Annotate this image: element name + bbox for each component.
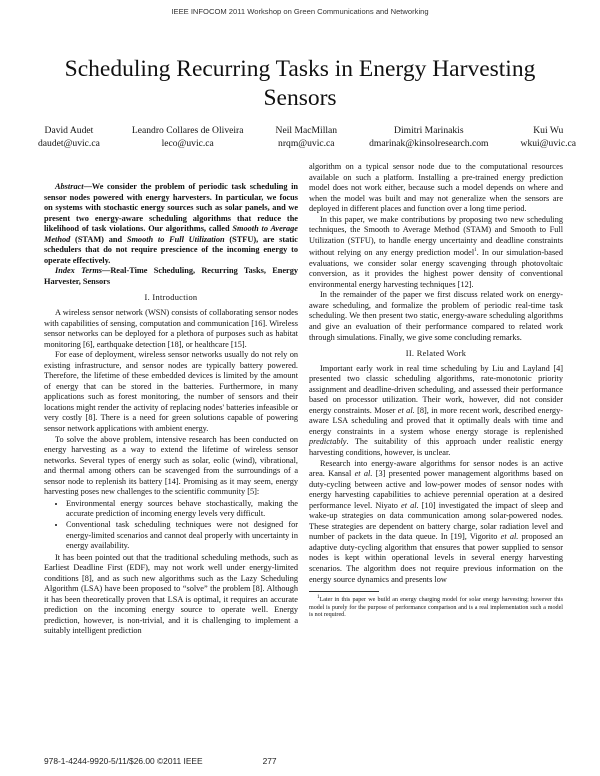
footnote-divider: [309, 591, 379, 592]
right-column: [309, 162, 563, 620]
section-heading: II. Related Work: [405, 349, 467, 359]
left-column: [44, 182, 298, 637]
algorithm-name: Smooth to Full Utilization: [126, 234, 225, 244]
author-name: Kui Wu: [533, 125, 564, 136]
paragraph-text: . In our simulation-based evaluations, we consider solar energy scavenging through photovoltaic conversion, as it provides the highest power density of conventional environmental energy harvesting techniques [12].: [309, 248, 563, 289]
paragraph: [309, 215, 563, 291]
paragraph-text: . The suitability of this approach under realistic energy harvesting conditions, however, is unclear.: [309, 437, 563, 457]
running-header: IEEE INFOCOM 2011 Workshop on Green Communications and Networking: [171, 7, 429, 16]
abstract-text: (STFU), are static schedulers that do not require prescience of the incoming energy to operate effectively.: [44, 234, 298, 265]
paragraph: It has been pointed out that the traditional scheduling methods, such as Earliest Deadline First (EDF), may not work well under energy-limited conditions [8], and as such new algorithms such as the Lazy Scheduling Algorithm (LSA) have been proposed to “solve” the problem [8]. Although it has been theoretically proven that LSA is optimal, it requires an accurate prediction on the incoming energy source to operate well. Energy prediction, however, is non-trivial, and it is challenging to implement a suitably intelligent prediction: [44, 552, 298, 636]
paragraph: algorithm on a typical sensor node due to the computational resources available on such a platform. Installing a pre-trained energy prediction model does not work either, because such a model depends on where and when the model was built and may not generalize when the sensors are deployed in different places and function over a long time period.: [309, 162, 563, 214]
abstract-text: —We consider the problem of periodic task scheduling in sensor nodes powered with energy harvesters. In particular, we focus on systems with stochastic energy sources such as solar panels, and we present two energy-aware scheduling algorithms that reduce the likelihood of task violations. Our algorithms, called: [44, 182, 298, 234]
author: [521, 124, 576, 150]
author-email: leco@uvic.ca: [161, 138, 214, 149]
list-item: • Environmental energy sources behave stochastically, making the accurate prediction of incoming energy levels very difficult.: [66, 499, 298, 520]
author: [276, 124, 338, 150]
index-terms-text: —Real-Time Scheduling, Recurring Tasks, Energy Harvester, Sensors: [44, 266, 299, 286]
paragraph-text: Important early work in real time scheduling by Liu and Layland [4] presented two classic scheduling algorithms, rate-monotonic priority assignment and deadline-driven scheduling, and assessed their performance based on processor utilization. Their work, however, did not consider energy constraints. Moser: [309, 363, 563, 415]
emphasis: et al.: [500, 532, 519, 542]
paragraph: To solve the above problem, intensive research has been conducted on energy harvesting as a way to extend the lifetime of wireless sensor networks. Several types of energy such as solar, eolic (wind), vibrational, and thermal among others can be scavenged from the surroundings of a sensor node to replenish its battery [14]. Promising as it may seem, energy harvesting poses new challenges to the scientific community [5]:: [44, 434, 298, 497]
paragraph-text: [10] investigated the impact of sleep and wake-up strategies on data communication among solar-powered nodes. These strategies are dependent on battery charge, solar radiation level and number of packets in the data queue. In [19], Vigorito: [309, 500, 564, 542]
emphasis: et al.: [354, 469, 373, 479]
challenge-list: [44, 499, 298, 552]
isbn-copyright: 978-1-4244-9920-5/11/$26.00 ©2011 IEEE: [44, 756, 203, 766]
author-name: Leandro Collares de Oliveira: [131, 125, 244, 136]
author-name: David Audet: [44, 125, 94, 136]
algorithm-name: Smooth to Average Method: [44, 224, 298, 244]
author-email: dmarinak@kinsolresearch.com: [369, 138, 489, 149]
abstract: [44, 182, 298, 266]
author: [38, 124, 100, 150]
paragraph: [309, 364, 563, 459]
paragraph: A wireless sensor network (WSN) consists of collaborating sensor nodes with capabilities of sensing, computation and communication [16]. Wireless sensor networks can be deployed for a plethora of purposes such as habitat monitoring [6], earthquake detection [18], or healthcare [15].: [44, 308, 298, 349]
paragraph-text: proposed an adaptive duty-cycling algorithm that ensures that power supplied to sensor nodes is kept within operational levels in several energy harvesting scenarios. The algorithm does not require previous information on the energy source dynamics and presents low: [309, 532, 563, 584]
paragraph: For ease of deployment, wireless sensor networks usually do not rely on existing infrastructure, and sensor nodes are typically battery powered. Therefore, the lifetime of these embedded devices is limited by the amount of energy that can be stored in the batteries. Furthermore, in many applications such as forest monitoring, the number of sensors and their locations might render the activity of replacing nodes' batteries infeasible or very costly [8]. There is a need for green solutions capable of powering sensor network applications with ambient energy.: [44, 350, 298, 434]
emphasis: et al.: [397, 405, 415, 415]
abstract-label: Abstract: [55, 182, 84, 191]
author-email: wkui@uvic.ca: [520, 138, 576, 149]
paragraph-text: [3] presented power management algorithms based on duty-cycling between active and low-power modes of sensor nodes with energy harvesting capabilities to achieve perennial operation at a desired performance level. Niyato: [309, 469, 563, 510]
section-heading: I. Introduction: [144, 293, 198, 303]
emphasis: et al.: [401, 500, 419, 510]
author-name: Neil MacMillan: [275, 125, 338, 136]
paragraph-text: [8], in more recent work, described energy-aware LSA scheduling and proved that it optimally deals with time and energy constraints in a system whose energy storage is replenished: [309, 405, 563, 436]
page-number: 277: [262, 756, 277, 766]
paragraph-text: Research into energy-aware algorithms for sensor nodes is an active area. Kansal: [309, 458, 563, 479]
author-email: nrqm@uvic.ca: [278, 138, 335, 149]
paragraph-text: In this paper, we make contributions by proposing two new scheduling techniques, the Smooth to Average Method (STAM) and Smooth to Full Utilization (STFU), to handle energy uncertainty and deadline constraints without relying on any energy prediction model: [309, 214, 563, 258]
paper-title: Scheduling Recurring Tasks in Energy Harvesting Sensors: [64, 56, 536, 111]
author-name: Dimitri Marinakis: [394, 125, 464, 136]
abstract-text: (STAM) and: [70, 234, 127, 244]
footnote: [309, 594, 563, 620]
author-list: [38, 124, 576, 150]
author: [132, 124, 244, 150]
footnote-mark: 1: [317, 595, 320, 601]
emphasis: predictably: [309, 437, 347, 447]
author-email: daudet@uvic.ca: [38, 138, 100, 149]
page-footer: [44, 756, 344, 766]
paragraph: In the remainder of the paper we first discuss related work on energy-aware scheduling, and formalize the problem of periodic real-time task scheduling. We then present two static, energy-aware scheduling algorithms and give an evaluation of their performance compared to related work through simulations. Finally, we give some concluding remarks.: [309, 290, 563, 342]
paragraph: [309, 459, 563, 586]
author: [369, 124, 488, 150]
footnote-ref: 1: [474, 248, 477, 254]
footnote-text: Later in this paper we build an energy charging model for solar energy harvesting; however this model is purely for the purpose of performance comparison and is a real implementation such a model is not required.: [309, 597, 563, 619]
list-item: • Conventional task scheduling techniques were not designed for energy-limited scenarios and cannot deal properly with uncertainty in energy availability.: [66, 520, 298, 552]
index-terms: [44, 266, 298, 287]
index-terms-label: Index Terms: [55, 266, 103, 276]
